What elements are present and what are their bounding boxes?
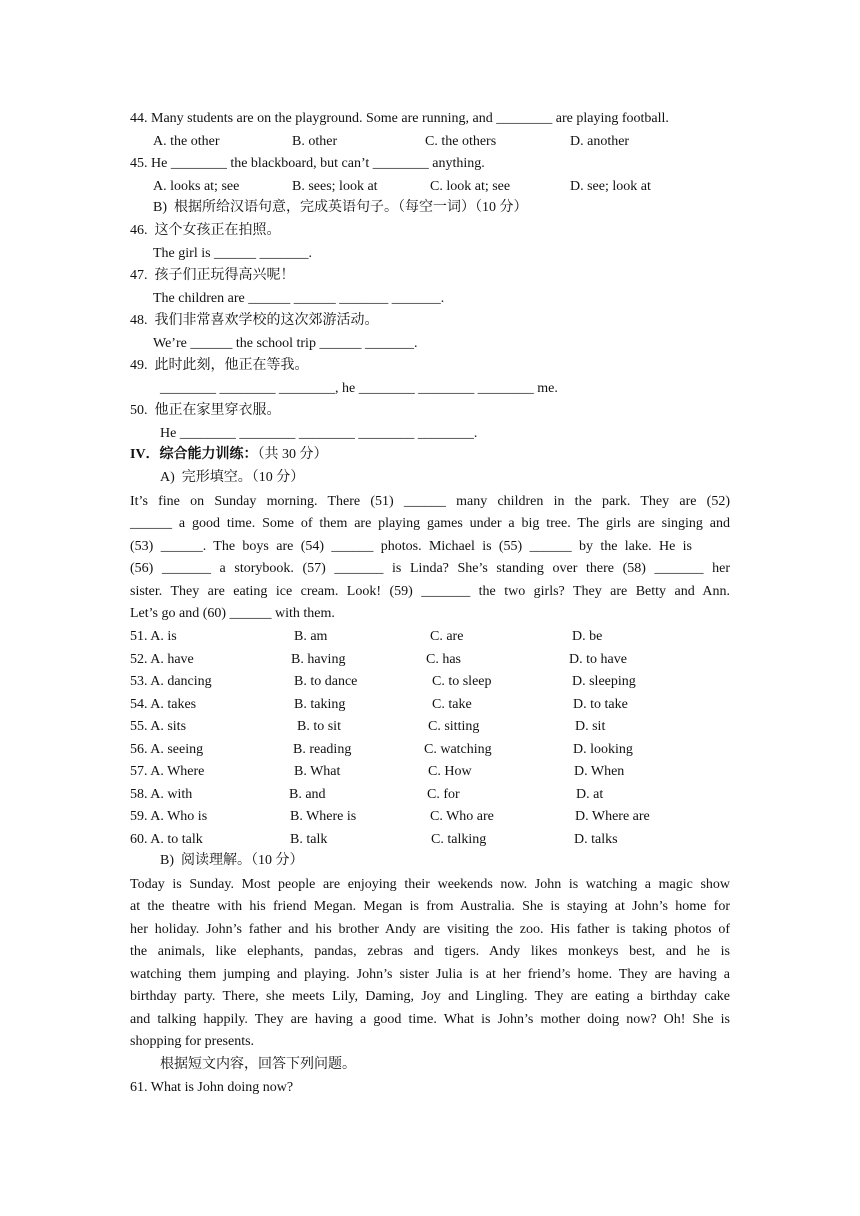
reading-line: at the theatre with his friend Megan. Megan is from Australia. She is staying at John’s home for <box>130 899 730 914</box>
q45-option-c: C. look at; see <box>430 179 511 194</box>
cloze-option: 59. A. Who is <box>130 809 208 824</box>
q44-option-d: D. another <box>570 134 630 149</box>
q49-chinese: 49. 此时此刻，他正在等我。 <box>130 358 309 373</box>
cloze-option: B. reading <box>293 742 352 757</box>
cloze-line: Let’s go and (60) ______ with them. <box>130 606 335 621</box>
q44-option-b: B. other <box>292 134 338 149</box>
cloze-option: B. am <box>294 629 328 644</box>
q49-english: ________ ________ ________, he ________ ________ ________ me. <box>160 381 558 396</box>
q46-english: The girl is ______ _______. <box>153 246 313 261</box>
reading-instruction: 根据短文内容，回答下列问题。 <box>160 1057 356 1072</box>
cloze-option: D. sit <box>575 719 606 734</box>
reading-line: birthday party. There, she meets Lily, Daming, Joy and Lingling. They are eating a birthday cake <box>130 989 730 1004</box>
q47-chinese: 47. 孩子们正玩得高兴呢！ <box>130 268 295 283</box>
cloze-option: D. to have <box>569 652 627 667</box>
cloze-option: B. having <box>291 652 346 667</box>
q50-chinese: 50. 他正在家里穿衣服。 <box>130 403 281 418</box>
cloze-option: 53. A. dancing <box>130 674 212 689</box>
cloze-option: 55. A. sits <box>130 719 187 734</box>
q44-option-c: C. the others <box>425 134 497 149</box>
q45-option-d: D. see; look at <box>570 179 651 194</box>
q45-option-b: B. sees; look at <box>292 179 378 194</box>
reading-line: watching them jumping and playing. John’s sister Julia is at her friend’s home. They are having a <box>130 967 730 982</box>
section-iv-points: （共 30 分） <box>257 447 328 462</box>
question-44-stem: 44. Many students are on the playground. Some are running, and ________ are playing football. <box>130 111 669 126</box>
q44-option-a: A. the other <box>153 134 220 149</box>
cloze-option: C. take <box>432 697 472 712</box>
q48-english: We’re ______ the school trip ______ _______. <box>153 336 418 351</box>
q46-chinese: 46. 这个女孩正在拍照。 <box>130 223 281 238</box>
cloze-option: B. to dance <box>294 674 358 689</box>
cloze-option: B. What <box>294 764 341 779</box>
cloze-option: B. to sit <box>297 719 341 734</box>
cloze-option: D. to take <box>573 697 628 712</box>
section-b-heading: B) 根据所给汉语句意，完成英语句子。（每空一词）（10 分） <box>153 200 528 215</box>
cloze-option: C. watching <box>424 742 492 757</box>
cloze-option: C. Who are <box>430 809 494 824</box>
cloze-option: C. has <box>426 652 461 667</box>
reading-line: Today is Sunday. Most people are enjoying their weekends now. John is watching a magic show <box>130 877 730 892</box>
q47-english: The children are ______ ______ _______ _______. <box>153 291 445 306</box>
question-45-stem: 45. He ________ the blackboard, but can’t ________ anything. <box>130 156 485 171</box>
cloze-option: D. be <box>572 629 603 644</box>
cloze-heading: A) 完形填空。（10 分） <box>160 470 305 485</box>
section-iv-title: IV．综合能力训练： <box>130 447 258 462</box>
cloze-option: B. and <box>289 787 326 802</box>
question-61: 61. What is John doing now? <box>130 1080 294 1095</box>
cloze-option: 60. A. to talk <box>130 832 203 847</box>
q45-option-a: A. looks at; see <box>153 179 240 194</box>
cloze-line: ______ a good time. Some of them are playing games under a big tree. The girls are singing and <box>130 516 730 531</box>
cloze-option: C. talking <box>431 832 487 847</box>
cloze-option: 52. A. have <box>130 652 194 667</box>
cloze-option: C. are <box>430 629 464 644</box>
cloze-option: B. Where is <box>290 809 357 824</box>
cloze-option: 51. A. is <box>130 629 177 644</box>
reading-line: shopping for presents. <box>130 1034 255 1049</box>
cloze-option: D. talks <box>574 832 618 847</box>
q48-chinese: 48. 我们非常喜欢学校的这次郊游活动。 <box>130 313 379 328</box>
cloze-option: B. talk <box>290 832 328 847</box>
q50-english: He ________ ________ ________ ________ ________. <box>160 426 478 441</box>
reading-heading: B) 阅读理解。（10 分） <box>160 853 304 868</box>
cloze-option: C. sitting <box>428 719 480 734</box>
cloze-option: C. for <box>427 787 460 802</box>
reading-line: her holiday. John’s father and his brother Andy are visiting the zoo. His father is taking photos of <box>130 922 730 937</box>
cloze-option: C. to sleep <box>432 674 492 689</box>
cloze-option: 56. A. seeing <box>130 742 204 757</box>
cloze-option: 58. A. with <box>130 787 193 802</box>
cloze-line: (56) _______ a storybook. (57) _______ is Linda? She’s standing over there (58) _______ her <box>130 561 730 576</box>
cloze-option: C. How <box>428 764 472 779</box>
cloze-option: D. at <box>576 787 604 802</box>
cloze-option: D. Where are <box>575 809 650 824</box>
cloze-line: sister. They are eating ice cream. Look! (59) _______ the two girls? They are Betty and Ann. <box>130 584 730 599</box>
cloze-option: D. looking <box>573 742 633 757</box>
section-iv-heading <box>130 446 328 464</box>
cloze-option: 57. A. Where <box>130 764 205 779</box>
cloze-line: It’s fine on Sunday morning. There (51) ______ many children in the park. They are (52) <box>130 494 730 509</box>
reading-line: the animals, like elephants, pandas, zebras and tigers. Andy likes monkeys best, and he is <box>130 944 730 959</box>
cloze-line: (53) ______. The boys are (54) ______ photos. Michael is (55) ______ by the lake. He is <box>130 539 692 554</box>
reading-line: and talking happily. They are having a good time. What is John’s mother doing now? Oh! She is <box>130 1012 730 1027</box>
cloze-option: B. taking <box>294 697 346 712</box>
cloze-option: D. When <box>574 764 625 779</box>
cloze-option: 54. A. takes <box>130 697 197 712</box>
cloze-option: D. sleeping <box>572 674 636 689</box>
